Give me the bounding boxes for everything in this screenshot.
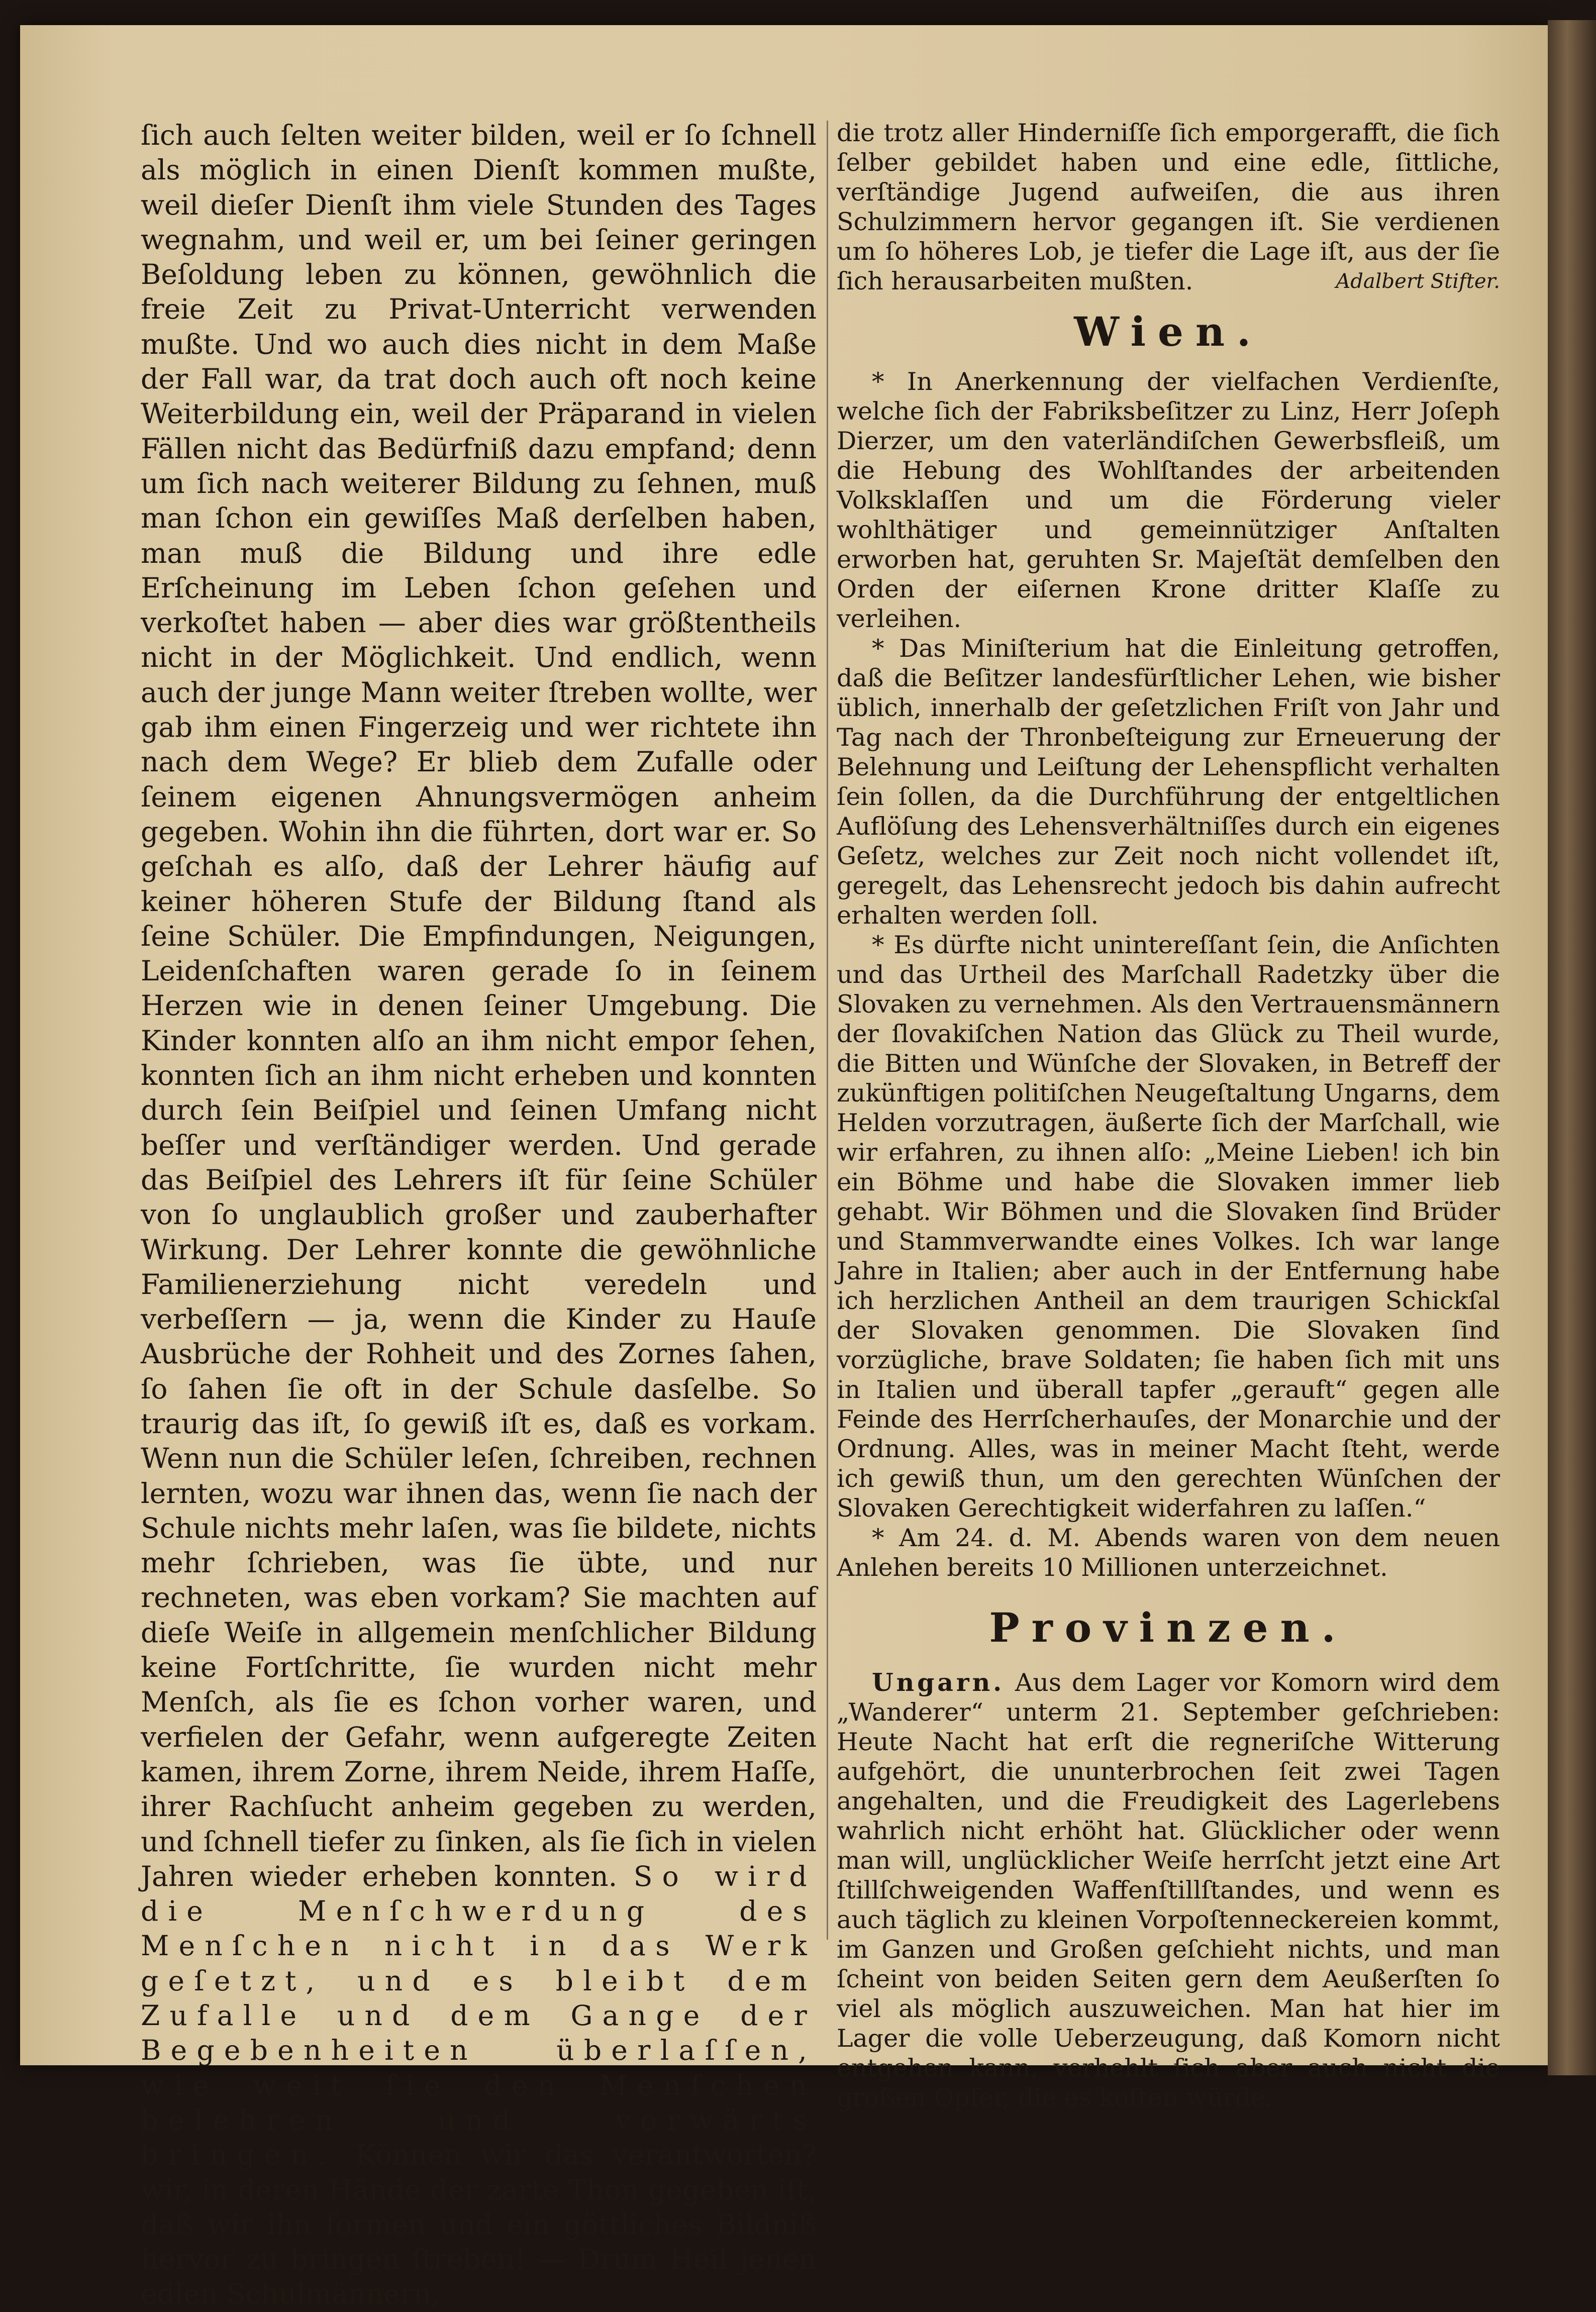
- news-item-ungarn: [837, 1668, 1500, 2113]
- left-column: [141, 118, 817, 2312]
- article-text-schulwesen: [141, 118, 817, 2312]
- article-conclusion: die trotz aller Hinderniſſe ſich emporgerafft, die ſich ſelber gebildet haben und eine edle, ſittliche, verſtändige Jugend aufweiſen, die aus ihren Schulzimmern hervor gegangen iſt. Sie verdienen um ſo höheres Lob, je tiefer die Lage iſt, aus der ſie ſich herausarbeiten mußten.: [837, 119, 1500, 295]
- news-item: * In Anerkennung der vielfachen Verdienſte, welche ſich der Fabriksbeſitzer zu Linz, Herr Joſeph Dierzer, um den vaterländiſchen Gewerbsfleiß, um die Hebung des Wohlſtandes der arbeitenden Volksklaſſen und um die Förderung vieler wohlthätiger und gemeinnütziger Anſtalten erworben hat, geruhten Sr. Majeſtät demſelben den Orden der eiſernen Krone dritter Klaſſe zu verleihen.: [837, 367, 1500, 633]
- binding-edge: [1548, 20, 1596, 2075]
- section-heading-wien: Wien.: [1074, 308, 1263, 355]
- region-label: Ungarn.: [872, 1668, 1005, 1697]
- paragraph-end: Können wir das verantworten? wir, in deren Hände der zarte Thon gegeben iſt, daß wir ihn formen und ein göttliches Bildniß hervor zu bringen ſtreben! — Drum Heil jenen edlen Schulmännern,: [141, 2139, 817, 2310]
- column-divider: [827, 121, 828, 1940]
- spaced-emphasis: So wird die Menſchwerdung des Menſchen nicht in das Werk geſetzt, und es bleibt dem Zufalle und dem Gange der Begebenheiten überlaſſen, wie weit ſie den Menſchen belehren und vorwärts bringen.: [141, 1860, 817, 2171]
- news-item: * Am 24. d. M. Abends waren von dem neuen Anlehen bereits 10 Millionen unterzeichnet.: [837, 1524, 1500, 1582]
- news-item: * Es dürfte nicht unintereſſant ſein, die Anſichten und das Urtheil des Marſchall Radetzky über die Slovaken zu vernehmen. Als den Vertrauensmännern der ſlovakiſchen Nation das Glück zu Theil wurde, die Bitten und Wünſche der Slovaken, in Betreff der zukünftigen politiſchen Neugeſtaltung Ungarns, dem Helden vorzutragen, äußerte ſich der Marſchall, wie wir erfahren, zu ihnen alſo: „Meine Lieben! ich bin ein Böhme und habe die Slovaken immer lieb gehabt. Wir Böhmen und die Slovaken ſind Brüder und Stammverwandte eines Volkes. Ich war lange Jahre in Italien; aber auch in der Entfernung habe ich herzlichen Antheil an dem traurigen Schickſal der Slovaken genommen. Die Slovaken ſind vorzügliche, brave Soldaten; ſie haben ſich mit uns in Italien und überall tapfer „gerauft“ gegen alle Feinde des Herrſcherhauſes, der Monarchie und der Ordnung. Alles, was in meiner Macht ſteht, werde ich gewiß thun, um den gerechten Wünſchen der Slovaken Gerechtigkeit widerfahren zu laſſen.“: [837, 931, 1500, 1523]
- news-item-text: Aus dem Lager vor Komorn wird dem „Wanderer“ unterm 21. September geſchrieben: Heute Nacht hat erſt die regneriſche Witterung aufgehört, die ununterbrochen ſeit zwei Tagen angehalten, und die Freudigkeit des Lagerlebens wahrlich nicht erhöht hat. Glücklicher oder wenn man will, unglücklicher Weiſe herrſcht jetzt eine Art ſtillſchweigenden Waffenſtillſtandes, und wenn es auch täglich zu kleinen Vorpoſtenneckereien kommt, im Ganzen und Großen geſchieht nichts, und man ſcheint von beiden Seiten gern dem Aeußerſten ſo viel als möglich auszuweichen. Man hat hier im Lager die volle Ueberzeugung, daß Komorn nicht entgehen kann, verhehlt ſich aber auch nicht die großen Opfer, die es koſten würde.: [837, 1668, 1500, 2112]
- news-item: * Das Miniſterium hat die Einleitung getroffen, daß die Beſitzer landesfürſtlicher Lehen, wie bisher üblich, innerhalb der geſetzlichen Friſt von Jahr und Tag nach der Thronbeſteigung zur Erneuerung der Belehnung und Leiſtung der Lehenspflicht verhalten ſein ſollen, da die Durchführung der entgeltlichen Auflöſung des Lehensverhältniſſes durch ein eigenes Geſetz, welches zur Zeit noch nicht vollendet iſt, geregelt, das Lehensrecht jedoch bis dahin aufrecht erhalten werden ſoll.: [837, 634, 1500, 930]
- section-heading-provinzen: Provinzen.: [989, 1604, 1348, 1651]
- author-signature: Adalbert Stifter.: [1336, 270, 1500, 293]
- right-column: [837, 118, 1500, 2113]
- paragraph-body: ſich auch ſelten weiter bilden, weil er ſo ſchnell als möglich in einen Dienſt kommen mußte, weil dieſer Dienſt ihm viele Stunden des Tages wegnahm, und weil er, um bei ſeiner geringen Beſoldung leben zu können, gewöhnlich die freie Zeit zu Privat-Unterricht verwenden mußte. Und wo auch dies nicht in dem Maße der Fall war, da trat doch auch oft noch keine Weiterbildung ein, weil der Präparand in vielen Fällen nicht das Bedürfniß dazu empfand; denn um ſich nach weiterer Bildung zu ſehnen, muß man ſchon ein gewiſſes Maß derſelben haben, man muß die Bildung und ihre edle Erſcheinung im Leben ſchon geſehen und verkoſtet haben — aber dies war größtentheils nicht in der Möglichkeit. Und endlich, wenn auch der junge Mann weiter ſtreben wollte, wer gab ihm einen Fingerzeig und wer richtete ihn nach dem Wege? Er blieb dem Zufalle oder ſeinem eigenen Ahnungsvermögen anheim gegeben. Wohin ihn die führten, dort war er. So geſchah es alſo, daß der Lehrer häufig auf keiner höheren Stufe der Bildung ſtand als ſeine Schüler. Die Empfindungen, Neigungen, Leidenſchaften waren gerade ſo in ſeinem Herzen wie in denen ſeiner Umgebung. Die Kinder konnten alſo an ihm nicht empor ſehen, konnten ſich an ihm nicht erheben und konnten durch ſein Beiſpiel und ſeinen Umfang nicht beſſer und verſtändiger werden. Und gerade das Beiſpiel des Lehrers iſt für ſeine Schüler von ſo unglaublich großer und zauberhafter Wirkung. Der Lehrer konnte die gewöhnliche Familienerziehung nicht veredeln und verbeſſern — ja, wenn die Kinder zu Hauſe Ausbrüche der Rohheit und des Zornes ſahen, ſo ſahen ſie oft in der Schule dasſelbe. So traurig das iſt, ſo gewiß iſt es, daß es vorkam. Wenn nun die Schüler leſen, ſchreiben, rechnen lernten, wozu war ihnen das, wenn ſie nach der Schule nichts mehr laſen, was ſie bildete, nichts mehr ſchrieben, was ſie übte, und nur rechneten, was eben vorkam? Sie machten auf dieſe Weiſe in allgemein menſchlicher Bildung keine Fortſchritte, ſie wurden nicht mehr Menſch, als ſie es ſchon vorher waren, und verfielen der Gefahr, wenn aufgeregte Zeiten kamen, ihrem Zorne, ihrem Neide, ihrem Haſſe, ihrer Rachſucht anheim gegeben zu werden, und ſchnell tiefer zu ſinken, als ſie ſich in vielen Jahren wieder erheben konnten.: [141, 119, 817, 1892]
